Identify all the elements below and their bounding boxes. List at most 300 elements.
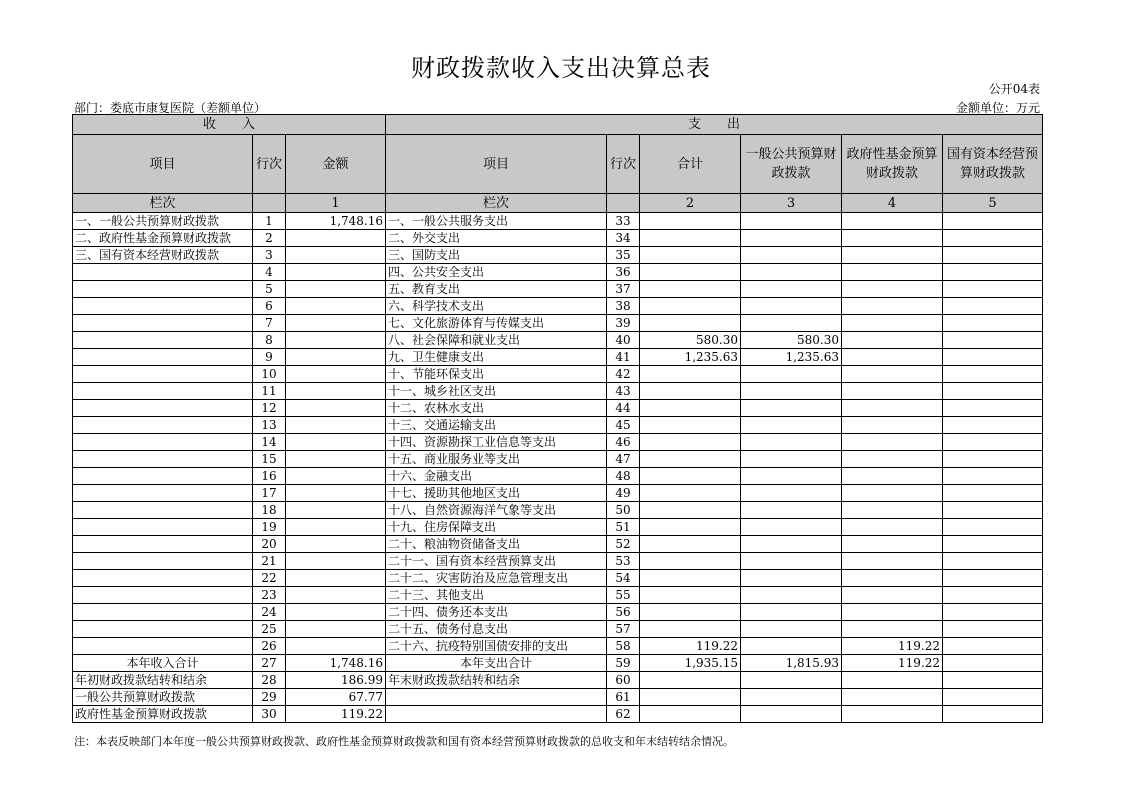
expense-item: 七、文化旅游体育与传媒支出 [386,315,607,332]
total-amount [640,468,741,485]
budget-table [72,114,1043,723]
income-item [73,400,253,417]
income-amount [286,434,386,451]
income-row-no: 27 [253,655,286,672]
total-amount [640,604,741,621]
gov-fund-amount [842,502,943,519]
income-item [73,536,253,553]
income-item [73,502,253,519]
state-capital-amount [943,383,1043,400]
col-5: 5 [943,194,1043,213]
expense-row-no: 55 [607,587,640,604]
gov-fund-amount [842,604,943,621]
income-item [73,638,253,655]
gov-fund-amount [842,383,943,400]
department-label: 部门：娄底市康复医院（差额单位） [74,101,267,115]
expense-row-no: 45 [607,417,640,434]
general-budget-amount [741,502,842,519]
general-budget-amount [741,400,842,417]
section-header-row [73,115,1043,135]
total-amount [640,315,741,332]
gov-fund-amount [842,485,943,502]
state-capital-amount [943,434,1043,451]
total-amount [640,247,741,264]
expense-item: 十五、商业服务业等支出 [386,451,607,468]
income-row-no: 13 [253,417,286,434]
state-capital-amount [943,332,1043,349]
gov-fund-amount [842,536,943,553]
state-capital-amount [943,638,1043,655]
state-capital-amount [943,298,1043,315]
state-capital-amount [943,247,1043,264]
state-capital-amount [943,230,1043,247]
income-amount [286,349,386,366]
income-amount: 1,748.16 [286,213,386,230]
income-item [73,281,253,298]
income-row-no: 14 [253,434,286,451]
general-budget-amount [741,553,842,570]
general-budget-amount [741,604,842,621]
state-capital-amount [943,689,1043,706]
expense-item: 二、外交支出 [386,230,607,247]
table-row [73,502,1043,519]
gov-fund-amount [842,553,943,570]
income-amount [286,638,386,655]
income-item [73,621,253,638]
income-row-no: 30 [253,706,286,723]
general-budget-amount [741,417,842,434]
total-amount [640,213,741,230]
expense-row-no: 49 [607,485,640,502]
expense-row-no: 60 [607,672,640,689]
table-row [73,519,1043,536]
expense-row-no: 33 [607,213,640,230]
total-amount [640,230,741,247]
general-budget-amount [741,434,842,451]
table-row [73,655,1043,672]
col-1: 1 [286,194,386,213]
income-row-no: 3 [253,247,286,264]
table-row [73,281,1043,298]
income-row-no: 12 [253,400,286,417]
unit-label: 金额单位：万元 [955,101,1040,115]
income-amount [286,264,386,281]
general-budget-amount [741,264,842,281]
income-row-no: 16 [253,468,286,485]
expense-item: 十九、住房保障支出 [386,519,607,536]
table-row [73,468,1043,485]
table-row [73,349,1043,366]
total-amount [640,570,741,587]
income-item [73,417,253,434]
state-capital-amount [943,587,1043,604]
general-budget-amount [741,247,842,264]
expense-row-no: 41 [607,349,640,366]
state-capital-amount [943,400,1043,417]
gov-fund-amount [842,298,943,315]
total-amount [640,298,741,315]
gov-fund-amount [842,315,943,332]
income-amount [286,604,386,621]
expense-item: 二十三、其他支出 [386,587,607,604]
general-budget-amount: 1,235.63 [741,349,842,366]
state-capital-amount [943,213,1043,230]
col-label: 栏次 [73,194,253,213]
total-amount: 580.30 [640,332,741,349]
table-row [73,536,1043,553]
state-capital-amount [943,570,1043,587]
income-item [73,553,253,570]
total-amount [640,451,741,468]
income-amount [286,400,386,417]
total-amount: 1,935.15 [640,655,741,672]
table-row [73,434,1043,451]
expense-row-no: 53 [607,553,640,570]
income-row-no: 1 [253,213,286,230]
expense-row-no: 40 [607,332,640,349]
state-capital-amount [943,706,1043,723]
income-row-no: 5 [253,281,286,298]
income-row-no: 23 [253,587,286,604]
column-number-row [73,194,1043,213]
income-item: 一、一般公共预算财政拨款 [73,213,253,230]
expense-item: 五、教育支出 [386,281,607,298]
total-amount [640,519,741,536]
gov-fund-amount [842,570,943,587]
income-row-no: 7 [253,315,286,332]
general-budget-amount [741,315,842,332]
gov-fund-amount [842,689,943,706]
table-row [73,706,1043,723]
expense-item: 二十、粮油物资储备支出 [386,536,607,553]
gov-fund-amount [842,264,943,281]
state-capital-amount [943,553,1043,570]
income-item: 一般公共预算财政拨款 [73,689,253,706]
expense-row-no-header: 行次 [607,135,640,194]
state-capital-header: 国有资本经营预算财政拨款 [943,135,1043,194]
gov-fund-amount [842,587,943,604]
income-item [73,349,253,366]
expense-item: 二十六、抗疫特别国债安排的支出 [386,638,607,655]
expense-row-no: 62 [607,706,640,723]
income-amount [286,536,386,553]
general-budget-amount [741,689,842,706]
income-row-no: 20 [253,536,286,553]
general-budget-amount [741,706,842,723]
expense-row-no: 36 [607,264,640,281]
gov-fund-amount [842,706,943,723]
total-amount [640,417,741,434]
column-header-row [73,135,1043,194]
gov-fund-amount [842,672,943,689]
state-capital-amount [943,349,1043,366]
state-capital-amount [943,655,1043,672]
general-budget-amount [741,570,842,587]
income-amount [286,315,386,332]
income-amount: 67.77 [286,689,386,706]
table-row [73,400,1043,417]
state-capital-amount [943,502,1043,519]
table-row [73,689,1043,706]
expense-item: 三、国防支出 [386,247,607,264]
gov-fund-amount [842,434,943,451]
income-item [73,366,253,383]
gov-fund-amount [842,366,943,383]
state-capital-amount [943,417,1043,434]
gov-fund-amount [842,519,943,536]
expense-row-no: 56 [607,604,640,621]
expense-item: 二十四、债务还本支出 [386,604,607,621]
income-item-header: 项目 [73,135,253,194]
table-row [73,417,1043,434]
income-row-no: 25 [253,621,286,638]
expense-row-no: 59 [607,655,640,672]
col-label-expense: 栏次 [386,194,607,213]
general-budget-amount [741,468,842,485]
expense-row-no: 42 [607,366,640,383]
income-item [73,332,253,349]
table-row [73,451,1043,468]
general-budget-header: 一般公共预算财政拨款 [741,135,842,194]
expense-row-no: 58 [607,638,640,655]
expense-item: 二十五、债务付息支出 [386,621,607,638]
state-capital-amount [943,451,1043,468]
income-item: 三、国有资本经营财政拨款 [73,247,253,264]
table-row [73,485,1043,502]
general-budget-amount [741,638,842,655]
income-row-no: 22 [253,570,286,587]
income-amount [286,587,386,604]
gov-fund-amount [842,621,943,638]
expense-header: 支 出 [386,115,1043,135]
expense-item: 八、社会保障和就业支出 [386,332,607,349]
income-amount [286,332,386,349]
state-capital-amount [943,485,1043,502]
income-row-no: 11 [253,383,286,400]
income-amount [286,570,386,587]
expense-item: 十六、金融支出 [386,468,607,485]
expense-item: 一、一般公共服务支出 [386,213,607,230]
total-amount [640,689,741,706]
income-amount [286,451,386,468]
expense-item: 十三、交通运输支出 [386,417,607,434]
income-amount: 186.99 [286,672,386,689]
income-amount [286,485,386,502]
income-amount: 119.22 [286,706,386,723]
expense-item: 四、公共安全支出 [386,264,607,281]
gov-fund-header: 政府性基金预算财政拨款 [842,135,943,194]
income-amount [286,298,386,315]
total-amount: 119.22 [640,638,741,655]
income-item [73,570,253,587]
col-2: 2 [640,194,741,213]
total-amount [640,621,741,638]
table-row [73,298,1043,315]
total-header: 合计 [640,135,741,194]
income-row-no: 6 [253,298,286,315]
gov-fund-amount [842,451,943,468]
income-amount [286,230,386,247]
state-capital-amount [943,468,1043,485]
table-row [73,230,1043,247]
general-budget-amount [741,451,842,468]
income-row-no: 15 [253,451,286,468]
total-amount [640,366,741,383]
table-row [73,553,1043,570]
expense-row-no: 57 [607,621,640,638]
income-item [73,451,253,468]
general-budget-amount [741,672,842,689]
income-amount [286,281,386,298]
income-amount [286,383,386,400]
expense-item: 二十一、国有资本经营预算支出 [386,553,607,570]
col-blank-expense [607,194,640,213]
income-amount: 1,748.16 [286,655,386,672]
table-row [73,570,1043,587]
income-amount-header: 金额 [286,135,386,194]
expense-item: 十八、自然资源海洋气象等支出 [386,502,607,519]
table-row [73,604,1043,621]
expense-row-no: 50 [607,502,640,519]
state-capital-amount [943,281,1043,298]
general-budget-amount [741,230,842,247]
income-row-no: 26 [253,638,286,655]
expense-item: 十七、援助其他地区支出 [386,485,607,502]
expense-row-no: 51 [607,519,640,536]
total-amount [640,587,741,604]
form-number: 公开04表 [988,82,1040,96]
state-capital-amount [943,536,1043,553]
state-capital-amount [943,621,1043,638]
expense-item: 十一、城乡社区支出 [386,383,607,400]
expense-row-no: 47 [607,451,640,468]
expense-item-header: 项目 [386,135,607,194]
income-amount [286,366,386,383]
state-capital-amount [943,672,1043,689]
general-budget-amount: 580.30 [741,332,842,349]
general-budget-amount [741,383,842,400]
expense-item: 十二、农林水支出 [386,400,607,417]
income-item [73,519,253,536]
income-item: 政府性基金预算财政拨款 [73,706,253,723]
gov-fund-amount [842,332,943,349]
table-row [73,366,1043,383]
income-row-no: 28 [253,672,286,689]
expense-item: 九、卫生健康支出 [386,349,607,366]
total-amount [640,706,741,723]
expense-item: 十四、资源勘探工业信息等支出 [386,434,607,451]
total-amount [640,281,741,298]
state-capital-amount [943,315,1043,332]
gov-fund-amount [842,468,943,485]
general-budget-amount [741,536,842,553]
expense-item [386,689,607,706]
expense-row-no: 37 [607,281,640,298]
general-budget-amount [741,621,842,638]
income-row-no: 2 [253,230,286,247]
general-budget-amount [741,366,842,383]
income-item [73,604,253,621]
expense-row-no: 39 [607,315,640,332]
table-row [73,638,1043,655]
expense-item: 本年支出合计 [386,655,607,672]
page-title: 财政拨款收入支出决算总表 [411,54,711,82]
gov-fund-amount [842,400,943,417]
total-amount [640,383,741,400]
table-row [73,587,1043,604]
expense-row-no: 48 [607,468,640,485]
income-row-no: 10 [253,366,286,383]
expense-row-no: 34 [607,230,640,247]
state-capital-amount [943,366,1043,383]
income-amount [286,502,386,519]
footnote: 注：本表反映部门本年度一般公共预算财政拨款、政府性基金预算财政拨款和国有资本经营预算财政拨款的总收支和年末结转结余情况。 [74,735,734,748]
col-blank [253,194,286,213]
col-3: 3 [741,194,842,213]
table-row [73,332,1043,349]
income-row-no: 29 [253,689,286,706]
income-row-no-header: 行次 [253,135,286,194]
state-capital-amount [943,519,1043,536]
income-row-no: 18 [253,502,286,519]
expense-item: 二十二、灾害防治及应急管理支出 [386,570,607,587]
income-amount [286,621,386,638]
income-amount [286,247,386,264]
total-amount [640,672,741,689]
income-item [73,298,253,315]
income-amount [286,417,386,434]
general-budget-amount [741,281,842,298]
income-row-no: 21 [253,553,286,570]
gov-fund-amount [842,213,943,230]
state-capital-amount [943,604,1043,621]
gov-fund-amount: 119.22 [842,655,943,672]
total-amount [640,264,741,281]
table-row [73,621,1043,638]
gov-fund-amount: 119.22 [842,638,943,655]
state-capital-amount [943,264,1043,281]
gov-fund-amount [842,349,943,366]
table-row [73,672,1043,689]
income-item [73,468,253,485]
expense-item [386,706,607,723]
general-budget-amount: 1,815.93 [741,655,842,672]
expense-row-no: 54 [607,570,640,587]
total-amount [640,400,741,417]
gov-fund-amount [842,417,943,434]
gov-fund-amount [842,247,943,264]
income-amount [286,553,386,570]
income-item [73,587,253,604]
income-item: 二、政府性基金预算财政拨款 [73,230,253,247]
income-item [73,485,253,502]
table-row [73,264,1043,281]
expense-item: 十、节能环保支出 [386,366,607,383]
income-item [73,315,253,332]
income-header: 收 入 [73,115,386,135]
total-amount [640,536,741,553]
general-budget-amount [741,519,842,536]
expense-row-no: 61 [607,689,640,706]
general-budget-amount [741,213,842,230]
expense-row-no: 43 [607,383,640,400]
income-item [73,264,253,281]
income-row-no: 19 [253,519,286,536]
gov-fund-amount [842,230,943,247]
total-amount: 1,235.63 [640,349,741,366]
income-item [73,383,253,400]
general-budget-amount [741,485,842,502]
